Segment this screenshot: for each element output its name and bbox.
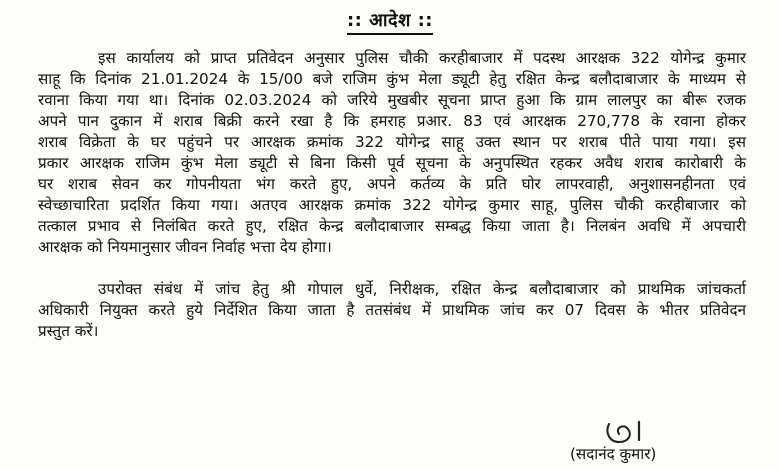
paragraph1-line-2: साहू कि दिनांक 21.01.2024 के 15/00 बजे राजिम कुंभ मेला ड्यूटी हेतु रक्षित केन्द्र बलौदाबाजार के माध्यम से: [38, 70, 746, 88]
paragraph1-line-5: शराब विक्रेता के घर पहुंचने पर आरक्षक क्रमांक 322 योगेन्द्र साहू उक्त स्थान पर शराब पीते पाया गया। इस: [38, 133, 746, 151]
paragraph1-line-1: इस कार्यालय को प्राप्त प्रतिवेदन अनुसार पुलिस चौकी करहीबाजार में पदस्थ आरक्षक 322 योगेन्द्र कुमार: [98, 49, 746, 67]
signatory-name: (सदानंद कुमार): [570, 445, 657, 463]
title-text: :: आदेश ::: [347, 8, 433, 35]
paragraph1-line-7: घर शराब सेवन कर गोपनीयता भंग करते हुए, अपने कर्तव्य के प्रति घोर लापरवाही, अनुशासनहीनता एवं: [38, 175, 746, 193]
paragraph1-line-10: आरक्षक को नियमानुसार जीवन निर्वाह भत्ता देय होगा।: [38, 238, 332, 256]
paragraph1-line-3: रवाना किया गया था। दिनांक 02.03.2024 को जरिये मुखबीर सूचना प्राप्त हुआ कि ग्राम लालपुर का बीरू रजक: [38, 91, 746, 109]
paragraph1-line-4: अपने पान दुकान में शराब बिक्री करने रखा है कि हमराह प्रआर. 83 एवं आरक्षक 270,778 के रवाना होकर: [38, 112, 746, 130]
paragraph1-line-8: स्वेच्छाचारिता प्रदर्शित किया गया। अतएव आरक्षक क्रमांक 322 योगेन्द्र कुमार साहू, पुलिस चौकी करहीबाजार को: [38, 196, 746, 214]
paragraph1-line-9: तत्काल प्रभाव से निलंबित करते हुए, रक्षित केन्द्र बलौदाबाजार सम्बद्ध किया जाता है। निलबंन अवधि में अपचारी: [38, 217, 746, 235]
paragraph1-line-6: प्रकार आरक्षक राजिम कुंभ मेला ड्यूटी से बिना किसी पूर्व सूचना के अनुपस्थित रहकर अवैध शराब कारोबारी के: [38, 154, 746, 172]
paragraph2-line-3: प्रस्तुत करें।: [38, 322, 99, 340]
document-title: [0, 8, 780, 35]
paragraph2-line-2: अधिकारी नियुक्त करते हुये निर्देशित किया जाता है ततसंबंध में प्राथमिक जांच कर 07 दिवस के भीतर प्रतिवेदन: [38, 301, 746, 319]
paragraph2-line-1: उपरोक्त संबंध में जांच हेतु श्री गोपाल धुर्वे, निरीक्षक, रक्षित केन्द्र बलौदाबाजार को प्राथमिक जांचकर्ता: [98, 280, 746, 298]
